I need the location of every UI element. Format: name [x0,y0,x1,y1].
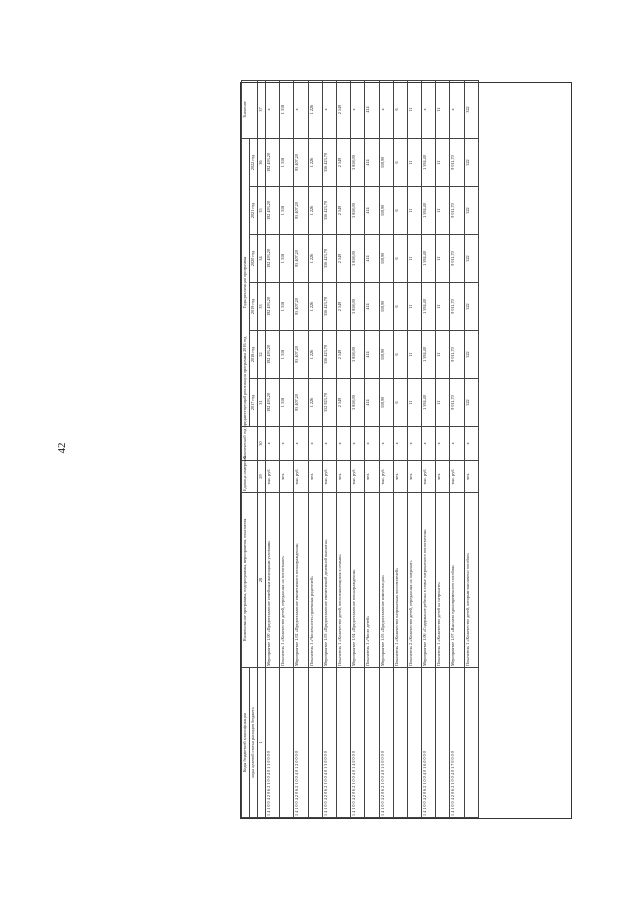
col-number: 34 [258,235,266,283]
row-year-value: 322 [464,331,478,379]
row-unit: чел. [365,461,379,493]
row-base: х [336,427,350,461]
row-year-value: 6 [393,187,407,235]
row-base: х [294,427,308,461]
table-row [379,81,393,818]
row-unit: тыс. руб. [379,461,393,493]
row-year-value: 359,90 [379,235,393,283]
table-row [280,81,294,818]
row-codes [464,668,478,818]
col-number: 28 [258,493,266,668]
col-number: 35 [258,187,266,235]
row-year-value: 414 [365,379,379,427]
row-base: х [365,427,379,461]
row-year-value: 2 549 [336,283,350,331]
row-final: х [322,81,336,139]
row-base: х [280,427,294,461]
row-year-value: 11 [407,187,421,235]
row-unit: тыс. руб. [322,461,336,493]
row-year-value: 3 858,00 [351,139,365,187]
row-year-value: 6 [393,379,407,427]
row-year-value: 2 549 [336,235,350,283]
row-name: Показатель 1 «Количество детей на патронате» [436,493,450,668]
row-year-value: 2 549 [336,139,350,187]
row-name: Мероприятие 1.00 «Предоставление семейным жилищным условиям» [266,493,280,668]
row-year-value: 1 594,40 [422,235,436,283]
row-year-value: 3 858,00 [351,331,365,379]
row-year-value: 11 [407,139,421,187]
table-row [322,81,336,818]
row-name: Показатель 1 «Число детей» [365,493,379,668]
col-number: 31 [258,379,266,427]
row-base: х [436,427,450,461]
row-year-value: 1 226 [308,139,322,187]
row-base: х [308,427,322,461]
row-name: Показатель 2 «Количество детей, переданных на патронат» [407,493,421,668]
row-year-value: 1 318 [280,235,294,283]
row-year-value: 359,90 [379,187,393,235]
row-year-value: 192 493,20 [266,187,280,235]
row-year-value: 11 [436,379,450,427]
row-codes: 1 4 1 0 0 4 2 0 6 2 1 0 0 4 0 1 6 0 0 0 0 [422,668,436,818]
row-final: х [379,81,393,139]
row-unit: тыс. руб. [450,461,464,493]
row-unit: чел. [280,461,294,493]
col-number: 1 [258,668,266,818]
page-number: 42 [56,442,68,454]
row-year-value: 1 318 [280,379,294,427]
row-year-value: 1 318 [280,187,294,235]
row-base: х [379,427,393,461]
row-final: 414 [365,81,379,139]
row-name: Показатель 1 «Количество патронатных воспитателей» [393,493,407,668]
row-codes [407,668,421,818]
row-final: 322 [464,81,478,139]
row-year-value: 322 [464,187,478,235]
row-year-value: 359,90 [379,283,393,331]
row-unit: тыс. руб. [294,461,308,493]
row-year-value: 322 [464,139,478,187]
row-base: х [407,427,421,461]
row-year-value: 322 [464,379,478,427]
row-year-value: 414 [365,235,379,283]
row-final: х [450,81,464,139]
header-year: 2017 год [250,379,258,427]
row-codes [280,668,294,818]
row-unit: чел. [436,461,450,493]
row-name: Показатель 1 «Количество детей, которым выплачено пособие» [464,493,478,668]
table-row [393,81,407,818]
row-final: х [294,81,308,139]
col-number: 32 [258,331,266,379]
row-year-value: 1 226 [308,187,322,235]
row-name: Мероприятие 1.07 «Выплата единовременного пособия» [450,493,464,668]
row-codes [308,668,322,818]
row-year-value: 359,90 [379,331,393,379]
row-year-value: 356 423,70 [322,235,336,283]
table-row [407,81,421,818]
row-year-value: 6 [393,331,407,379]
row-year-value: 414 [365,283,379,331]
row-year-value: 6 [393,283,407,331]
row-final: 1 226 [308,81,322,139]
row-base: х [351,427,365,461]
row-unit: чел. [464,461,478,493]
row-final: х [351,81,365,139]
row-year-value: 11 [407,235,421,283]
row-base: х [450,427,464,461]
row-name: Мероприятие 1.04 «Предоставление вознаграждения» [351,493,365,668]
row-year-value: 3 858,00 [351,283,365,331]
row-year-value: 11 [407,331,421,379]
row-final: х [266,81,280,139]
table-row [422,81,436,818]
table-row [266,81,280,818]
row-codes: 1 4 1 0 0 4 2 0 6 2 1 0 0 4 0 1 7 0 0 0 0 [450,668,464,818]
row-year-value: 1 594,40 [422,379,436,427]
row-year-value: 322 [464,235,478,283]
row-year-value: 1 318 [280,139,294,187]
table-row [308,81,322,818]
col-number: 36 [258,139,266,187]
row-year-value: 9 011,70 [450,235,464,283]
row-name: Мероприятие 1.06 «Содержание ребенка в семье патронатного воспитателя» [422,493,436,668]
row-codes: 1 4 1 0 0 4 2 0 6 2 1 0 0 4 0 1 1 0 0 0 0 [266,668,280,818]
header-expense-codes: коды целевой статьи расходов бюджета [250,668,258,818]
program-table [241,80,479,818]
row-final: 11 [407,81,421,139]
row-year-value: 359,90 [379,379,393,427]
row-year-value: 11 [436,139,450,187]
row-year-value: 9 011,70 [450,331,464,379]
row-year-value: 3 858,00 [351,235,365,283]
table-row [365,81,379,818]
row-year-value: 1 226 [308,235,322,283]
row-year-value: 356 423,70 [322,331,336,379]
row-year-value: 3 858,00 [351,187,365,235]
col-number: 37 [258,81,266,139]
row-year-value: 2 549 [336,379,350,427]
table-row [436,81,450,818]
row-unit: чел. [308,461,322,493]
table-row [464,81,478,818]
col-number: 29 [258,461,266,493]
row-final: х [422,81,436,139]
row-year-value: 11 [407,379,421,427]
header-year: 2018 год [250,331,258,379]
row-final: 1 318 [280,81,294,139]
row-year-value: 9 011,70 [450,187,464,235]
col-number: 33 [258,283,266,331]
row-year-value: 192 493,20 [266,235,280,283]
row-codes: 1 4 1 0 0 4 2 0 6 2 1 0 0 4 0 1 2 0 0 0 0 [294,668,308,818]
row-year-value: 356 423,70 [322,283,336,331]
row-unit: чел. [336,461,350,493]
header-final: Значение [242,81,258,139]
row-year-value: 192 493,20 [266,379,280,427]
row-base: х [422,427,436,461]
row-year-value: 1 594,40 [422,331,436,379]
row-codes [436,668,450,818]
row-name: Показатель 1 «Количество детей, переданных на воспитание» [280,493,294,668]
row-year-value: 95 407,20 [294,139,308,187]
row-year-value: 11 [436,331,450,379]
row-final: 2 549 [336,81,350,139]
row-codes [365,668,379,818]
table-row [450,81,464,818]
row-year-value: 322 [464,283,478,331]
row-year-value: 11 [436,187,450,235]
header-years-group: Годы реализации программы [242,139,250,427]
header-budget-codes: Коды бюджетной классификации [242,668,250,818]
row-year-value: 359,90 [379,139,393,187]
row-codes [393,668,407,818]
row-year-value: 1 594,40 [422,283,436,331]
header-name: Наименование программы, подпрограммы, мероприятия, показателя [242,493,258,668]
row-final: 6 [393,81,407,139]
row-year-value: 352 923,70 [322,379,336,427]
row-unit: чел. [407,461,421,493]
header-actual-2016: Фактический год предшествующий реализации программы 2016 год [242,427,258,461]
row-year-value: 9 011,70 [450,283,464,331]
row-year-value: 192 493,20 [266,139,280,187]
row-unit: чел. [393,461,407,493]
budget-table-sheet [240,82,572,819]
row-year-value: 1 226 [308,331,322,379]
row-unit: тыс. руб. [422,461,436,493]
row-year-value: 6 [393,235,407,283]
row-year-value: 2 549 [336,187,350,235]
row-year-value: 356 423,70 [322,139,336,187]
row-name: Показатель 1 «Количество детей, воспитывающихся в семьях» [336,493,350,668]
table-row [294,81,308,818]
row-year-value: 95 407,20 [294,187,308,235]
row-year-value: 11 [436,235,450,283]
header-year: 2021 год [250,187,258,235]
row-year-value: 95 407,20 [294,331,308,379]
row-year-value: 95 407,20 [294,283,308,331]
row-year-value: 1 226 [308,379,322,427]
row-year-value: 95 407,20 [294,235,308,283]
row-year-value: 414 [365,331,379,379]
row-base: х [464,427,478,461]
row-name: Мероприятие 1.02 «Предоставление ежемесячного вознаграждения» [294,493,308,668]
header-year: 2022 год [250,139,258,187]
row-year-value: 3 858,00 [351,379,365,427]
row-year-value: 356 423,70 [322,187,336,235]
row-name: Мероприятие 1.03 «Предоставление ежемесячной денежной выплаты» [322,493,336,668]
row-codes: 1 4 1 0 0 4 2 0 6 2 1 0 0 4 0 1 5 0 0 0 0 [379,668,393,818]
row-base: х [266,427,280,461]
row-year-value: 192 493,20 [266,331,280,379]
row-name: Показатель 1 «Численность приемных родителей» [308,493,322,668]
header-year: 2019 год [250,283,258,331]
row-unit: тыс. руб. [351,461,365,493]
row-codes: 1 4 1 0 0 4 2 0 6 2 1 0 0 4 0 1 3 0 0 0 0 [322,668,336,818]
header-unit: Единица измерения [242,461,258,493]
row-codes [336,668,350,818]
row-year-value: 1 318 [280,331,294,379]
row-year-value: 11 [436,283,450,331]
row-year-value: 1 318 [280,283,294,331]
row-year-value: 1 594,40 [422,139,436,187]
row-year-value: 11 [407,283,421,331]
col-number: 30 [258,427,266,461]
row-year-value: 192 493,20 [266,283,280,331]
row-base: х [322,427,336,461]
row-codes: 1 4 1 0 0 4 2 0 6 2 1 0 0 4 0 1 4 0 0 0 0 [351,668,365,818]
row-year-value: 9 011,70 [450,139,464,187]
row-year-value: 414 [365,187,379,235]
row-year-value: 1 226 [308,283,322,331]
row-year-value: 2 549 [336,331,350,379]
row-base: х [393,427,407,461]
table-row [336,81,350,818]
rotated-table-wrapper [241,83,571,818]
table-row [351,81,365,818]
row-year-value: 95 407,20 [294,379,308,427]
header-year: 2020 год [250,235,258,283]
row-unit: тыс. руб. [266,461,280,493]
row-year-value: 1 594,40 [422,187,436,235]
row-final: 11 [436,81,450,139]
row-year-value: 9 011,70 [450,379,464,427]
row-year-value: 6 [393,139,407,187]
row-year-value: 414 [365,139,379,187]
row-name: Мероприятие 1.05 «Предоставление компенсации» [379,493,393,668]
